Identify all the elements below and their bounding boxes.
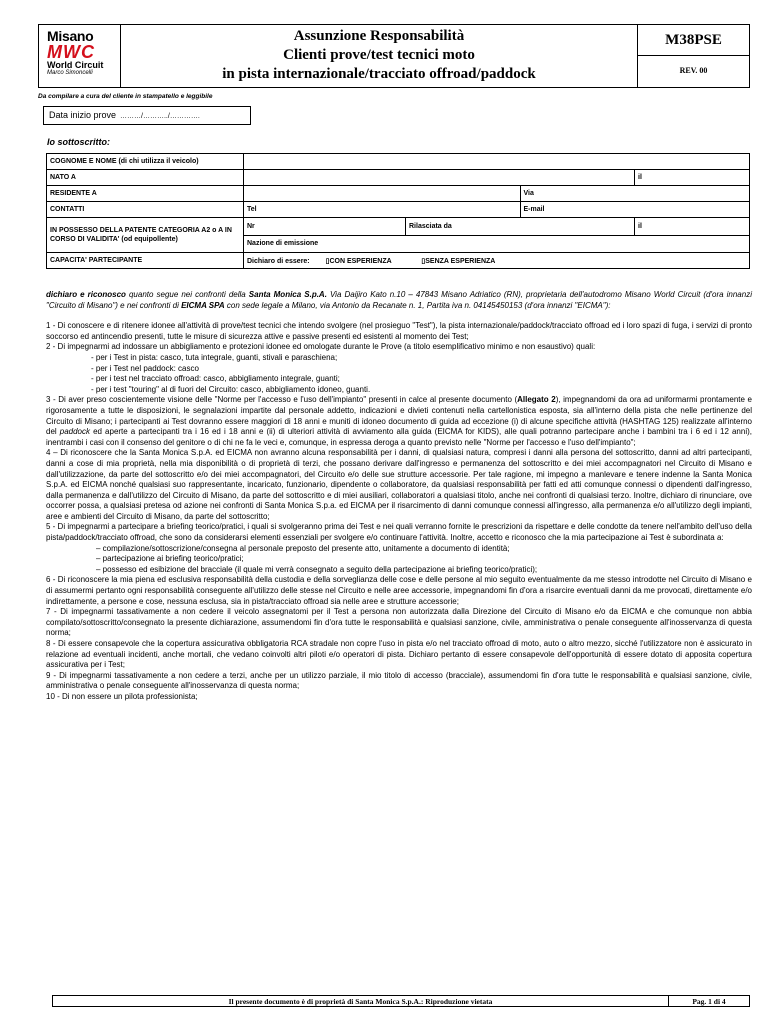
- document-header: [38, 24, 750, 88]
- clause-5: 5 - Di impegnarmi a partecipare a briefing teorico/pratici, i quali si svolgeranno prima dei Test e nei quali verranno fornite le prescrizioni da rispettare e delle condotte da tenere nell'ambito dell'uso della pista/paddock/tracciato offroad, che sono da considerarsi elementi essenziali per svolgere e/o continuare l'attività. Inoltre, accetto e riconosco che la mia partecipazione ai Test è subordinata a:: [46, 522, 752, 543]
- license-date-field[interactable]: il: [635, 218, 750, 236]
- clause-2: 2 - Di impegnarmi ad indossare un abbigliamento e protezioni idonee ed omologate durante le Prove (a titolo esemplificativo minimo e non esaustivo) quali:: [46, 342, 596, 352]
- declaration-body: [46, 290, 752, 703]
- contacts-label: CONTATTI: [47, 202, 244, 218]
- intro-eicma: EICMA SPA: [181, 300, 225, 310]
- clause-2-item: - per i test nel tracciato offroad: casco, abbigliamento integrale, guanti;: [91, 374, 340, 384]
- email-field[interactable]: E-mail: [520, 202, 750, 218]
- intro-company: Santa Monica S.p.A.: [248, 290, 327, 299]
- page-number: Pag. 1 di 4: [668, 996, 749, 1006]
- date-start-field[interactable]: [43, 106, 251, 125]
- clause-7: 7 - Di impegnarmi tassativamente a non cedere il veicolo assegnatomi per il Test a persona non autorizzata dalla Direzione del Circuito di Misano e/o da EICMA e che comunque non abbia compilato/sottoscritto/consegnato la presente dichiarazione, assumendomi fin d'ora tutte le responsabilità e qualsiasi sanzione, civile, amministrativa o penale conseguente all'inosservanza di questa norma;: [46, 607, 752, 638]
- clause-2-item: - per i Test in pista: casco, tuta integrale, guanti, stivali e paraschiena;: [91, 352, 338, 362]
- table-row: [47, 170, 750, 186]
- misano-logo: [39, 25, 121, 87]
- logo-line1: Misano: [47, 28, 94, 44]
- clause-3-paddock: paddock: [59, 427, 90, 437]
- footer-copyright: Il presente documento è di proprietà di Santa Monica S.p.A.: Riproduzione vietata: [228, 997, 493, 1006]
- table-row: [47, 218, 750, 236]
- capacity-label: CAPACITA' PARTECIPANTE: [47, 253, 244, 269]
- intro-text: quanto segue nei confronti della: [125, 290, 249, 299]
- clause-9: 9 - Di impegnarmi tassativamente a non cedere a terzi, anche per un utilizzo parziale, il mio titolo di accesso (bracciale), assumendomi fin d'ora tutte le responsabilità e qualsiasi sanzione, civile, amministrativa o penale conseguente all'inosservanza di questa norma;: [46, 670, 752, 691]
- birthdate-field[interactable]: il: [635, 170, 750, 186]
- clause-5-item: – compilazione/sottoscrizione/consegna al personale preposto del presente atto, unitamente a documento di identità;: [96, 543, 510, 553]
- title-line3: in pista internazionale/tracciato offroad/paddock: [222, 66, 536, 82]
- date-start-dots: ………/………../………….: [120, 113, 200, 120]
- clause-5-item: – partecipazione ai briefing teorico/pratici;: [96, 554, 244, 564]
- capacity-declare-text: Dichiaro di essere:: [247, 257, 310, 265]
- clause-3-c: ), impegnandomi da ora ad uniformarmi prontamente e rigorosamente a tutte le disposizioni, le segnalazioni impartite dal personale addetto, indicazioni e divieti contenuti nella cartellonistica esposta, sia all'interno della pista che nelle pertinenze del Circuito di Misano; i partecipanti ai Test dovranno essere maggiori di 18 anni e muniti di idoneo documento di guida ad eccezione (i) di alcune specifiche attività (HASHTAG 125) realizzate all'interno del: [46, 395, 752, 437]
- license-nation-field[interactable]: Nazione di emissione: [244, 235, 750, 253]
- clause-3-e: ed aperte a partecipanti tra i 16 ed i 18 anni e (ii) di ulteriori attività di avviamento alla guida (EICMA for KIDS), alle quali potranno partecipare anche i bambini tra i 6 ed i 12 anni), inentrambi i casi con il consenso del genitore o di chi ne fa le veci e, comunque, in espressa deroga a quanto previsto nelle "Norme per l'accesso e l'uso dell'impianto";: [46, 427, 752, 447]
- license-issuer-field[interactable]: Rilasciata da: [406, 218, 635, 236]
- date-start-label: Data inizio prove: [49, 110, 117, 120]
- without-experience-checkbox[interactable]: ▯SENZA ESPERIENZA: [421, 257, 496, 265]
- clause-6: 6 - Di riconoscere la mia piena ed esclusiva responsabilità della custodia e della sorveglianza delle cose e delle persone al mio seguito eventualmente da me stesso introdotte nel Circuito di Misano e di assumermi pertanto ogni responsabilità conseguente all'utilizzo delle stesse nel Circuito e nelle aree accessorie, impegnandomi fin d'ora a risarcire eventuali danni da me provocati, direttamente e/o indirettamente, a persone e cose, nessuna esclusa, sia in pista/tracciato offroad sia nelle aree e strutture accessorie;: [46, 575, 752, 606]
- logo-line2: MWC: [47, 42, 95, 62]
- license-label: IN POSSESSO DELLA PATENTE CATEGORIA A2 o A IN CORSO DI VALIDITA' (od equipollente): [47, 218, 244, 253]
- table-row: [47, 253, 750, 269]
- clause-5-item: – possesso ed esibizione del bracciale (il quale mi verrà consegnato a seguito della partecipazione ai briefing teorico/pratici);: [96, 564, 538, 574]
- document-code: M38PSE: [638, 25, 749, 56]
- birthplace-label: NATO A: [47, 170, 244, 186]
- logo-line3: World Circuit: [47, 60, 104, 70]
- phone-field[interactable]: Tel: [244, 202, 521, 218]
- clause-2-item: - per i Test nel paddock: casco: [91, 363, 199, 373]
- birthplace-field[interactable]: [244, 170, 635, 186]
- document-revision: REV. 00: [679, 66, 708, 75]
- clause-3-attachment: Allegato 2: [517, 395, 556, 405]
- intro-eicma-address: con sede legale a Milano, via Antonio da Recanate n. 1, Partita iva n. 04145450153 (d'ora innanzi "EICMA"):: [224, 300, 611, 310]
- personal-data-table: [46, 153, 750, 269]
- residence-label: RESIDENTE A: [47, 186, 244, 202]
- undersigned-label: Io sottoscritto:: [47, 137, 110, 147]
- document-title: [121, 25, 638, 87]
- clause-10: 10 - Di non essere un pilota professionista;: [46, 691, 198, 701]
- document-code-cell: [638, 25, 749, 87]
- title-line2: Clienti prove/test tecnici moto: [283, 47, 475, 63]
- license-number-field[interactable]: Nr: [244, 218, 406, 236]
- document-footer: [52, 995, 750, 1007]
- name-label: COGNOME E NOME (di chi utilizza il veicolo): [47, 154, 244, 170]
- table-row: [47, 154, 750, 170]
- clause-3: [46, 395, 752, 448]
- title-line1: Assunzione Responsabilità: [293, 28, 465, 44]
- table-row: [47, 186, 750, 202]
- name-field[interactable]: [244, 154, 750, 170]
- table-row: [47, 202, 750, 218]
- clause-8: 8 - Di essere consapevole che la copertura assicurativa obbligatoria RCA stradale non copre l'uso in pista e/o nel tracciato offroad di moto, auto o altro mezzo, sicché l'utilizzatore non è assicurato in relazione ad eventuali incidenti, anche mortali, che vedano coinvolti altri piloti e/o operatori di pista. Dichiaro pertanto di essere consapevole dell'opportunità di essere dotato di apposita copertura assicurativa per i Test;: [46, 639, 752, 670]
- street-field[interactable]: Via: [520, 186, 750, 202]
- logo-line4: Marco Simoncelli: [47, 70, 93, 76]
- residence-field[interactable]: [244, 186, 521, 202]
- intro-paragraph: [46, 290, 752, 311]
- intro-declare: dichiaro e riconosco: [46, 290, 126, 299]
- with-experience-checkbox[interactable]: ▯CON ESPERIENZA: [325, 257, 392, 265]
- clause-4: 4 – Di riconoscere che la Santa Monica S.p.A. ed EICMA non avranno alcuna responsabilità per i danni, di qualsiasi natura, compresi i danni alla persona del sottoscritto, danni ad altri partecipanti, danni a cose di mia proprietà, nella mia disponibilità o di proprietà di terzi, che possano derivare dall'ingresso e permanenza del sottoscritto e dei miei accompagnatori nel Circuito di Misano e dall'utilizzazione, da parte del sottoscritto e/o dei miei accompagnatori, del Circuito e/o delle sue strutture accessorie. Per tale ragione, mi impegno a manlevare e tenere indenne la Santa Monica S.p.A. ed EICMA nonché qualsiasi suo rappresentante, incaricato, funzionario, dipendente o collaboratore, da qualsiasi responsabilità per fatti ed atti comunque connessi o dipendenti dall'ingresso, dalla permanenza e dall'utilizzo del Circuito di Misano, da parte del sottoscritto e di miei ausiliari, collaboratori a qualsiasi titolo, anche nei confronti di qualsiasi terzo. Inoltre, dichiaro di rinunciare, ove occorrer possa, a qualsiasi pretesa od azione nei confronti di Santa Monica S.p.a. ed EICMA per il risarcimento di danni comunque connessi all'ingresso, alla permanenza e/o all'utilizzo degli impianti, aree e ambienti del Circuito di Misano, da parte del sottoscritto;: [46, 448, 752, 521]
- fill-instruction: Da compilare a cura del cliente in stampatello e leggibile: [38, 93, 213, 100]
- clause-1: 1 - Di conoscere e di ritenere idonee all'attività di prove/test tecnici che intendo svolgere (nel prosieguo "Test"), la pista internazionale/paddock/tracciato offroad ed i loro spazi di fuga, i servizi di pronto soccorso ed antincendio presenti, tutte le misure di sicurezza attive e passive presenti ed esistenti al momento dei Test;: [46, 321, 752, 341]
- intro-address: Via Daijiro Kato n.10 – 47843 Misano Adriatico (RN), proprietaria dell'autodromo Misano World Circuit (d'ora innanzi "Circuito di Misano") e nei confronti di: [46, 290, 752, 310]
- clause-3-a: 3 - Di aver preso coscientemente visione delle "Norme per l'accesso e l'uso dell'impianto" presenti in calce al presente documento (: [46, 395, 518, 405]
- capacity-field: [244, 253, 750, 269]
- clause-2-item: - per i test "touring" al di fuori del Circuito: casco, abbigliamento idoneo, guanti.: [91, 384, 371, 394]
